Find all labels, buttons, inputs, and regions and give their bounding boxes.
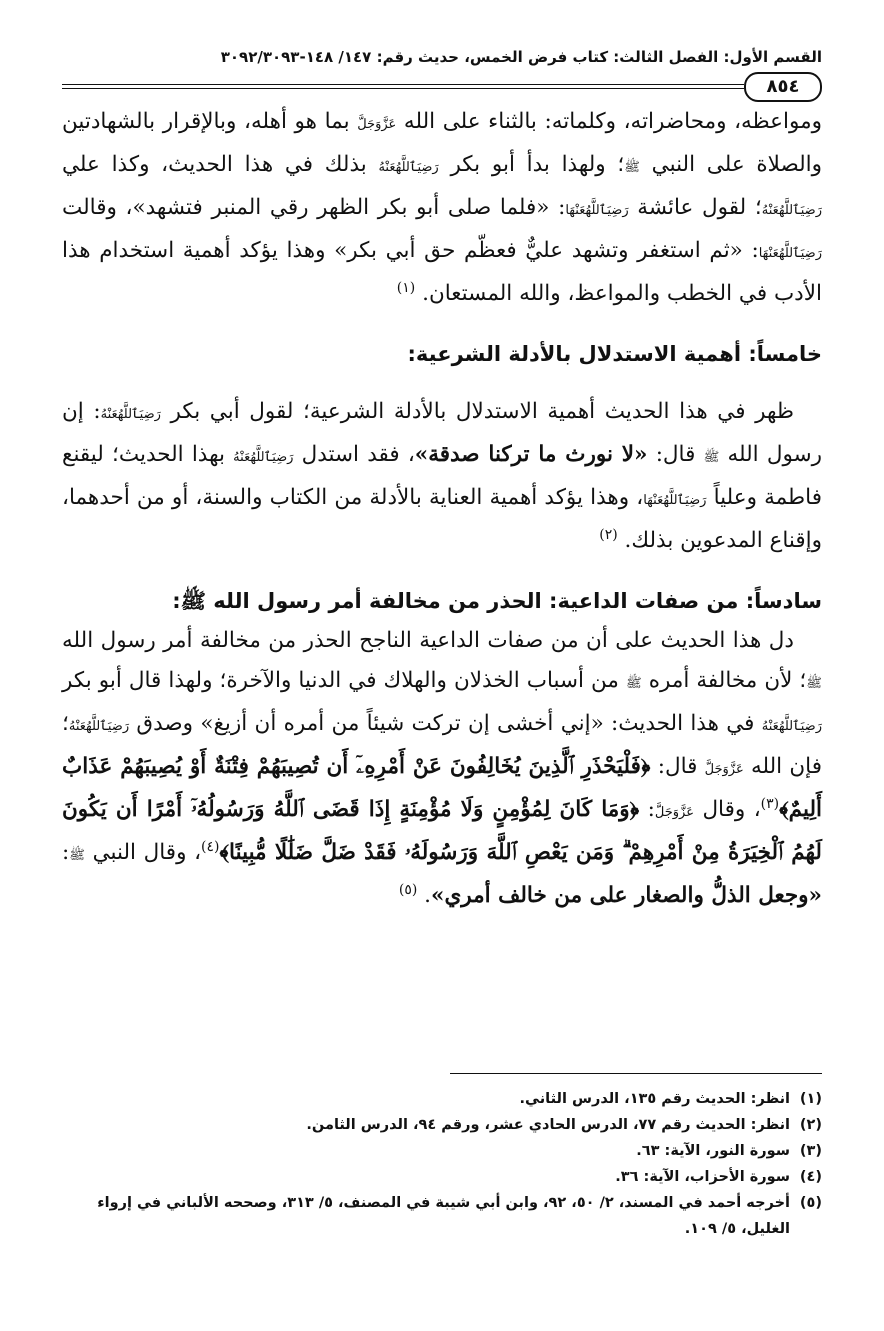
text-run: ؛ لقول عائشة [637,195,762,220]
section-heading: خامساً: أهمية الاستدلال بالأدلة الشرعية: [407,342,822,366]
footnote-ref[interactable]: (٥) [398,881,418,898]
honorific: رَضِيَٱللَّهُعَنْهُ [761,203,822,218]
body-text [62,102,822,916]
footnote-text: سورة الأحزاب، الآية: ٣٦. [615,1169,790,1185]
quran-verse: ﴿فَلْيَحْذَرِ ٱلَّذِينَ يُخَالِفُونَ عَنْ أَمْرِهِۦٓ أَن تُصِيبَهُمْ فِتْنَةٌ أَوْ يُصِيبَهُمْ عَذَابٌ أَلِيمٌ﴾ [62,754,822,822]
honorific: عَزَّوَجَلَّ [704,762,744,777]
footnote-ref[interactable]: (١) [396,279,416,296]
footnote-text: سورة النور، الآية: ٦٣. [636,1143,790,1159]
text-run: ؛ لأن مخالفة أمره [648,668,807,693]
footnote-number: (١) [799,1091,822,1107]
footnote [62,1164,822,1190]
text-run: قال: [657,754,698,779]
footnote-number: (٣) [799,1143,822,1159]
hadith-quote: «وجعل الذلُّ والصغار على من خالف أمري» [431,883,822,908]
footnote-number: (٢) [799,1117,822,1133]
header-rule-line [62,84,744,85]
intro-paragraph [62,102,822,314]
honorific: رَضِيَٱللَّهُعَنْهَا [643,493,707,508]
text-run: : إن رسول الله [62,399,822,467]
section6-paragraph: دل هذا الحديث على أن من صفات الداعية الناجح الحذر من مخالفة أمر رسول الله ﷺ؛ لأن مخالفة أمره ﷺ من أسباب الخذلان والهلاك في الدنيا والآخرة؛ ولهذا قال أبو بكر رَضِيَٱللَّهُعَنْهُ في هذا الحديث: «إني أخشى إن تركت شيئاً من أمره أن أزيغ» وصدق رَضِيَٱللَّهُعَنْهُ؛ فإن الله عَزَّوَجَلَّ قال: ﴿فَلْيَحْذَرِ ٱلَّذِينَ يُخَالِفُونَ عَنْ أَمْرِهِۦٓ أَن تُصِيبَهُمْ فِتْنَةٌ أَوْ يُصِيبَهُمْ عَذَابٌ أَلِيمٌ﴾$^{(٣)}$، وقال عَزَّوَجَلَّ: ﴿وَمَا كَانَ لِمُؤْمِنٍ وَلَا مُؤْمِنَةٍ إِذَا قَضَى ٱللَّهُ وَرَسُولُهُۥٓ أَمْرًا أَن يَكُونَ لَهُمُ ٱلْخِيَرَةُ مِنْ أَمْرِهِمْ ۗ وَمَن يَعْصِ ٱللَّهَ وَرَسُولَهُۥ فَقَدْ ضَلَّ ضَلَٰلًا مُّبِينًا﴾$^{(٤)}$، وقال النبي ﷺ: «وجعل الذلُّ والصغار على من خالف أمري». $^{(٥)}$ [62,628,822,908]
honorific: ﷺ [625,676,642,691]
footnote-number: (٥) [799,1195,822,1211]
footnote [62,1112,822,1138]
text-run: : «فلما صلى أبو بكر الظهر رقي المنبر فتشهد»، وقالت [62,195,566,220]
text-run: ، وهذا يؤكد أهمية العناية بالأدلة من الكتاب والسنة، أو من أحدهما، وإقناع المدعوين بذلك. [62,485,822,553]
honorific: رَضِيَٱللَّهُعَنْهُ [100,407,161,422]
footnote-rule [450,1073,822,1074]
footnote [62,1190,822,1242]
text-run: ظهر في هذا الحديث أهمية الاستدلال بالأدلة الشرعية؛ لقول أبي بكر [170,399,794,424]
section-heading: سادساً: من صفات الداعية: الحذر من مخالفة أمر رسول الله ﷺ: [172,589,822,613]
footnote-ref[interactable]: (٣) [760,795,780,812]
honorific: ﷺ [806,676,822,691]
text-run: ؛ ولهذا بدأ أبو بكر [450,152,625,177]
text-run: قال: [655,442,696,467]
honorific: ﷺ [624,160,640,175]
text-run: بهذا الحديث؛ ليقنع فاطمة وعلياً [62,442,822,510]
text-run: ومواعظه، ومحاضراته، وكلماته: بالثناء على الله [403,109,822,134]
footnote-ref[interactable]: (٤) [201,838,220,855]
footnote [62,1138,822,1164]
book-page [62,46,822,1237]
text-run: ؛ فإن الله [62,711,822,779]
honorific: رَضِيَٱللَّهُعَنْهَا [565,203,629,218]
footnote-text: أخرجه أحمد في المسند، ٢/ ٥٠، ٩٢، وابن أبي شيبة في المصنف، ٥/ ٣١٣، وصححه الألباني في إرواء الغليل، ٥/ ١٠٩. [97,1195,790,1237]
text-run: وهذا يؤكد أهمية استخدام هذا الأدب في الخطب والمواعظ، والله المستعان. [62,238,822,306]
honorific: رَضِيَٱللَّهُعَنْهُ [761,719,822,734]
honorific: رَضِيَٱللَّهُعَنْهَا [758,246,822,261]
footnote [62,1086,822,1112]
header-rule [62,72,822,102]
honorific: ﷺ [69,848,85,863]
text-run: بذلك في هذا الحديث، وكذا علي [62,152,367,177]
text-run: من أسباب الخذلان والهلاك في الدنيا والآخرة؛ ولهذا قال أبو بكر [62,668,619,693]
honorific: رَضِيَٱللَّهُعَنْهُ [68,719,130,734]
hadith-quote: «لا نورث ما تركنا صدقة» [414,442,648,467]
header-rule-line [62,88,744,89]
section5-paragraph [62,392,822,561]
page-number: ٨٥٤ [744,72,822,102]
honorific: عَزَّوَجَلَّ [654,805,694,820]
text-run: ، وقال [702,797,761,822]
text-run: ، فقد استدل [301,442,415,467]
text-run: في هذا الحديث: «إني أخشى إن تركت شيئاً من أمره أن أزيغ» وصدق [136,711,755,736]
footnote-ref[interactable]: (٢) [599,526,618,543]
honorific: رَضِيَٱللَّهُعَنْهُ [378,160,439,175]
text-run: بما هو أهله، وبالإقرار بالشهادتين والصلاة على النبي [62,109,822,177]
footnote-number: (٤) [799,1169,822,1185]
quran-verse: ﴿وَمَا كَانَ لِمُؤْمِنٍ وَلَا مُؤْمِنَةٍ إِذَا قَضَى ٱللَّهُ وَرَسُولُهُۥٓ أَمْرًا أَن يَكُونَ لَهُمُ ٱلْخِيَرَةُ مِنْ أَمْرِهِمْ ۗ وَمَن يَعْصِ ٱللَّهَ وَرَسُولَهُۥ فَقَدْ ضَلَّ ضَلَٰلًا مُّبِينًا﴾ [62,797,822,865]
footnote-text: انظر: الحديث رقم ٧٧، الدرس الحادي عشر، ورقم ٩٤، الدرس الثامن. [306,1117,790,1133]
running-title: القسم الأول: الفصل الثالث: كتاب فرض الخمس، حديث رقم: ١٤٧/ ١٤٨-٣٠٩٢/٣٠٩٣ [220,48,822,66]
text-run: ، وقال النبي [92,840,202,865]
footnote-text: انظر: الحديث رقم ١٣٥، الدرس الثاني. [519,1091,790,1107]
footnotes [62,1086,822,1242]
text-run: دل هذا الحديث على أن من صفات الداعية الناجح الحذر من مخالفة أمر رسول الله [62,628,794,653]
honorific: رَضِيَٱللَّهُعَنْهُ [233,450,294,465]
honorific: عَزَّوَجَلَّ [357,117,397,132]
honorific: ﷺ [703,450,720,465]
text-run: : «ثم استغفر وتشهد عليٌّ فعظّم حق أبي بكر» [334,238,759,263]
